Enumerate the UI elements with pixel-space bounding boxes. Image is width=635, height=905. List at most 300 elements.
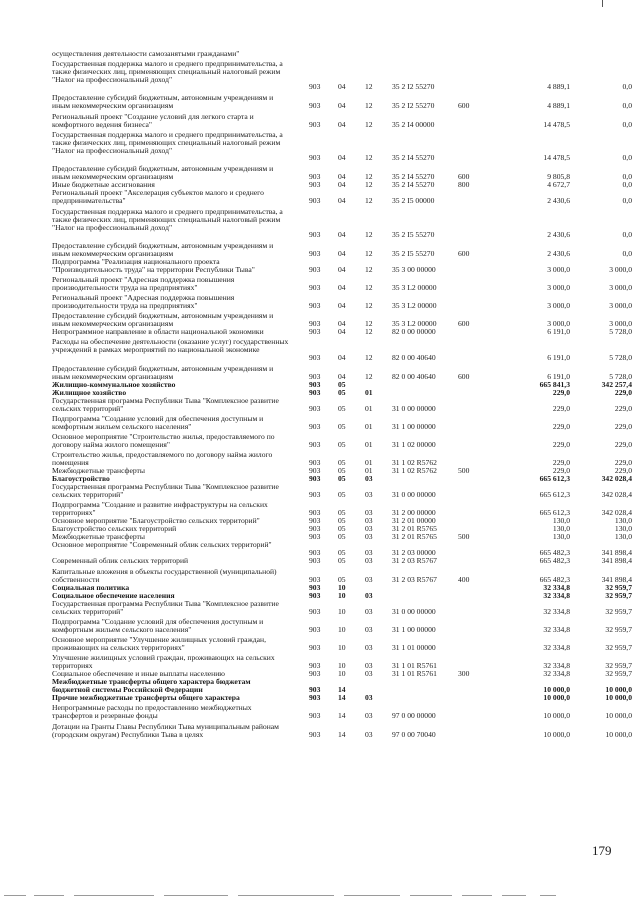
row-subsection-code: 03 [365,625,373,635]
row-name: Региональный проект "Адресная поддержка повышения производительности труда на предприятиях" [52,293,235,310]
row-target-article-code: 35 2 I4 55270 [392,172,435,182]
row-amount-year-1: 32 334,8 [543,607,570,617]
row-expense-type-code: 400 [458,575,470,585]
row-admin-code: 903 [309,172,321,182]
row-amount-year-2: 3 000,0 [609,265,632,275]
row-amount-year-1: 14 478,5 [543,120,570,130]
row-amount-year-1: 32 334,8 [543,669,570,679]
row-section-code: 10 [338,643,346,653]
table-row [52,703,632,721]
row-section-code: 05 [338,532,346,542]
row-subsection-code: 03 [365,516,373,526]
row-target-article-code: 35 3 L2 00000 [392,301,437,311]
row-amount-year-2: 3 000,0 [609,301,632,311]
row-admin-code: 903 [309,283,321,293]
row-subsection-code: 12 [365,120,373,130]
row-admin-code: 903 [309,404,321,414]
row-name: Государственная программа Республики Тыва "Комплексное развитие сельских территорий" [52,396,279,413]
row-target-article-code: 82 0 00 40640 [392,372,436,382]
row-subsection-code: 03 [365,474,373,484]
row-amount-year-2: 32 959,7 [605,625,632,635]
row-name: Межбюджетные трансферты [52,532,145,541]
table-row [52,112,632,130]
row-target-article-code: 35 3 00 00000 [392,265,436,275]
row-amount-year-2: 229,0 [614,388,632,398]
row-amount-year-2: 0,0 [622,153,632,163]
row-section-code: 04 [338,172,346,182]
row-target-article-code: 35 2 I4 55270 [392,180,435,190]
row-target-article-code: 35 2 I4 00000 [392,120,435,130]
row-subsection-code: 12 [365,265,373,275]
row-subsection-code: 03 [365,607,373,617]
row-amount-year-2: 0,0 [622,101,632,111]
table-row [52,188,632,206]
row-name: Строительство жилья, предоставляемого по договору найма жилого помещения [52,450,273,467]
row-subsection-code: 12 [365,301,373,311]
table-row [52,599,632,617]
row-amount-year-1: 130,0 [552,532,570,542]
row-section-code: 14 [338,693,346,703]
row-amount-year-1: 665 482,3 [539,556,570,566]
row-expense-type-code: 600 [458,319,470,329]
row-amount-year-2: 32 959,7 [605,669,632,679]
row-name: Жилищное хозяйство [52,388,127,397]
row-subsection-code: 12 [365,283,373,293]
row-name: Основное мероприятие "Современный облик сельских территорий" [52,540,272,549]
row-name: Социальное обеспечение населения [52,591,175,600]
row-subsection-code: 03 [365,669,373,679]
row-section-code: 04 [338,82,346,92]
row-name: Улучшение жилищных условий граждан, проживающих на сельских территориях [52,653,275,670]
row-amount-year-1: 229,0 [552,440,570,450]
row-amount-year-2: 130,0 [614,532,632,542]
row-expense-type-code: 600 [458,172,470,182]
row-subsection-code: 03 [365,508,373,518]
table-row [52,567,632,585]
row-amount-year-2: 0,0 [622,230,632,240]
row-amount-year-1: 2 430,6 [547,249,570,259]
row-section-code: 04 [338,196,346,206]
row-target-article-code: 82 0 00 40640 [392,353,436,363]
row-amount-year-2: 32 959,7 [605,607,632,617]
row-name: Расходы на обеспечение деятельности (оказание услуг) государственных учреждений в рамках мероприятий по национальной экономике [52,337,289,354]
row-amount-year-2: 0,0 [622,82,632,92]
row-amount-year-2: 0,0 [622,249,632,259]
row-subsection-code: 12 [365,353,373,363]
row-section-code: 05 [338,474,346,484]
row-expense-type-code: 600 [458,372,470,382]
row-amount-year-1: 32 334,8 [543,583,570,593]
row-section-code: 10 [338,583,346,593]
row-amount-year-1: 6 191,0 [547,327,570,337]
row-name: Непрограммное направление в области национальной экономики [52,327,264,336]
row-section-code: 04 [338,327,346,337]
row-section-code: 14 [338,685,346,695]
row-subsection-code: 01 [365,440,373,450]
row-amount-year-2: 229,0 [614,440,632,450]
row-name: Государственная поддержка малого и среднего предпринимательства, а также физических лиц, применяющих специальный налоговый режим "Налог на профессиональный доход" [52,207,283,232]
row-target-article-code: 31 1 02 R5762 [392,458,437,468]
row-amount-year-2: 342 028,4 [601,474,632,484]
row-amount-year-2: 10 000,0 [605,730,632,740]
row-section-code: 04 [338,265,346,275]
row-amount-year-2: 10 000,0 [605,693,632,703]
table-row [52,466,632,476]
row-admin-code: 903 [309,669,321,679]
row-subsection-code: 12 [365,101,373,111]
row-section-code: 05 [338,458,346,468]
row-amount-year-1: 229,0 [552,466,570,476]
row-section-code: 14 [338,730,346,740]
row-amount-year-1: 229,0 [552,388,570,398]
row-admin-code: 903 [309,730,321,740]
row-subsection-code: 01 [365,388,373,398]
row-target-article-code: 35 3 L2 00000 [392,319,437,329]
row-section-code: 04 [338,230,346,240]
row-amount-year-2: 0,0 [622,172,632,182]
row-name: Подпрограмма "Создание и развитие инфраструктуры на сельских территориях" [52,500,268,517]
table-row [52,653,632,671]
row-target-article-code: 35 2 I2 55270 [392,101,435,111]
row-subsection-code: 12 [365,249,373,259]
row-section-code: 05 [338,404,346,414]
row-amount-year-1: 9 805,8 [547,172,570,182]
table-row [52,500,632,518]
row-admin-code: 903 [309,353,321,363]
row-amount-year-2: 342 028,4 [601,490,632,500]
row-section-code: 05 [338,508,346,518]
row-admin-code: 903 [309,196,321,206]
row-name: Социальное обеспечение и иные выплаты населению [52,669,225,678]
row-admin-code: 903 [309,474,321,484]
row-subsection-code: 03 [365,548,373,558]
table-row [52,59,632,92]
table-row [52,432,632,450]
row-section-code: 05 [338,380,346,390]
row-section-code: 10 [338,669,346,679]
row-section-code: 14 [338,711,346,721]
row-amount-year-1: 665 482,3 [539,548,570,558]
row-expense-type-code: 500 [458,532,470,542]
row-amount-year-2: 32 959,7 [605,583,632,593]
row-admin-code: 903 [309,380,321,390]
row-section-code: 04 [338,283,346,293]
row-target-article-code: 35 2 I2 55270 [392,82,435,92]
row-amount-year-2: 0,0 [622,180,632,190]
row-section-code: 04 [338,153,346,163]
row-subsection-code: 03 [365,532,373,542]
row-name: Государственная программа Республики Тыва "Комплексное развитие сельских территорий" [52,599,279,616]
row-amount-year-2: 3 000,0 [609,319,632,329]
row-name: Жилищно-коммунальное хозяйство [52,380,176,389]
row-admin-code: 903 [309,265,321,275]
row-amount-year-1: 665 612,3 [539,490,570,500]
row-target-article-code: 31 2 03 R5767 [392,556,437,566]
row-amount-year-1: 14 478,5 [543,153,570,163]
row-amount-year-1: 130,0 [552,524,570,534]
row-amount-year-2: 0,0 [622,196,632,206]
table-row [52,396,632,414]
row-section-code: 05 [338,575,346,585]
row-amount-year-1: 229,0 [552,422,570,432]
row-subsection-code: 01 [365,404,373,414]
row-admin-code: 903 [309,466,321,476]
row-subsection-code: 03 [365,711,373,721]
row-admin-code: 903 [309,532,321,542]
row-amount-year-2: 0,0 [622,120,632,130]
row-name: Государственная поддержка малого и среднего предпринимательства, а также физических лиц, применяющих специальный налоговый режим "Налог на профессиональный доход" [52,59,283,84]
row-admin-code: 903 [309,82,321,92]
row-admin-code: 903 [309,319,321,329]
row-subsection-code: 12 [365,327,373,337]
table-row [52,50,612,58]
row-amount-year-1: 4 889,1 [547,101,570,111]
row-subsection-code: 03 [365,490,373,500]
row-target-article-code: 31 0 00 00000 [392,490,436,500]
row-target-article-code: 31 0 00 00000 [392,607,436,617]
row-admin-code: 903 [309,301,321,311]
row-admin-code: 903 [309,422,321,432]
row-subsection-code: 12 [365,180,373,190]
row-amount-year-2: 32 959,7 [605,591,632,601]
row-target-article-code: 31 0 00 00000 [392,404,436,414]
row-name: Подпрограмма "Реализация национального проекта "Производительность труда" на территории Республики Тыва" [52,257,255,274]
row-section-code: 04 [338,301,346,311]
row-name: Подпрограмма "Создание условий для обеспечения доступным и комфортным жильем сельского населения" [52,617,264,634]
row-subsection-code: 01 [365,458,373,468]
row-name: Межбюджетные трансферты общего характера бюджетам бюджетной системы Российской Федерации [52,677,251,694]
row-amount-year-1: 3 000,0 [547,319,570,329]
row-admin-code: 903 [309,556,321,566]
row-section-code: 10 [338,661,346,671]
row-amount-year-1: 10 000,0 [543,693,570,703]
page-number: 179 [592,843,612,858]
row-name: Непрограммные расходы по предоставлению межбюджетных трансфертов и резервные фонды [52,703,252,720]
row-admin-code: 903 [309,101,321,111]
row-amount-year-1: 4 672,7 [547,180,570,190]
row-name: Благоустройство [52,474,110,483]
row-name: Предоставление субсидий бюджетным, автономным учреждениям и иным некоммерческим организациям [52,241,274,258]
table-row [52,257,632,275]
row-target-article-code: 31 1 01 R5761 [392,669,437,679]
row-amount-year-1: 665 612,3 [539,474,570,484]
row-name: Государственная программа Республики Тыва "Комплексное развитие сельских территорий" [52,482,279,499]
row-target-article-code: 97 0 00 70040 [392,730,436,740]
row-section-code: 04 [338,319,346,329]
row-amount-year-1: 665 612,3 [539,508,570,518]
table-row [52,722,632,740]
row-admin-code: 903 [309,607,321,617]
table-row [52,327,632,337]
row-expense-type-code: 300 [458,669,470,679]
row-section-code: 05 [338,490,346,500]
row-amount-year-2: 32 959,7 [605,643,632,653]
row-section-code: 05 [338,466,346,476]
row-name: Основное мероприятие "Строительство жилья, предоставляемого по договору найма жилого помещения" [52,432,275,449]
row-section-code: 10 [338,591,346,601]
table-row [52,556,632,566]
row-amount-year-1: 665 482,3 [539,575,570,585]
row-admin-code: 903 [309,516,321,526]
row-name: Социальная политика [52,583,130,592]
row-amount-year-1: 2 430,6 [547,196,570,206]
row-target-article-code: 35 2 I5 55270 [392,230,435,240]
row-admin-code: 903 [309,583,321,593]
row-subsection-code: 12 [365,172,373,182]
row-section-code: 05 [338,388,346,398]
row-amount-year-2: 3 000,0 [609,283,632,293]
budget-table [52,49,632,740]
row-target-article-code: 31 1 00 00000 [392,422,436,432]
row-name: Благоустройство сельских территорий [52,524,177,533]
row-amount-year-2: 342 257,4 [601,380,632,390]
row-admin-code: 903 [309,458,321,468]
row-amount-year-1: 665 841,3 [539,380,570,390]
row-section-code: 04 [338,101,346,111]
row-amount-year-1: 3 000,0 [547,301,570,311]
row-admin-code: 903 [309,643,321,653]
row-subsection-code: 01 [365,422,373,432]
row-target-article-code: 35 2 I5 55270 [392,249,435,259]
row-amount-year-1: 4 889,1 [547,82,570,92]
table-row [52,311,632,329]
row-admin-code: 903 [309,388,321,398]
row-name: Основное мероприятие "Благоустройство сельских территорий" [52,516,260,525]
row-name: Региональный проект "Акселерация субъектов малого и среднего предпринимательства" [52,188,264,205]
row-name: Основное мероприятие "Улучшение жилищных условий граждан, проживающих на сельских территориях" [52,635,266,652]
row-name: осуществления деятельности самозанятыми гражданами" [52,49,240,58]
row-admin-code: 903 [309,685,321,695]
row-subsection-code: 03 [365,730,373,740]
row-admin-code: 903 [309,575,321,585]
row-amount-year-1: 3 000,0 [547,283,570,293]
row-name: Предоставление субсидий бюджетным, автономным учреждениям и иным некоммерческим организациям [52,164,274,181]
row-subsection-code: 12 [365,372,373,382]
row-target-article-code: 35 3 L2 00000 [392,283,437,293]
row-section-code: 10 [338,607,346,617]
table-row [52,275,632,293]
row-amount-year-1: 32 334,8 [543,643,570,653]
row-admin-code: 903 [309,591,321,601]
row-admin-code: 903 [309,230,321,240]
table-row [52,130,632,163]
row-expense-type-code: 600 [458,249,470,259]
row-section-code: 05 [338,422,346,432]
row-amount-year-2: 229,0 [614,422,632,432]
row-section-code: 05 [338,516,346,526]
row-amount-year-1: 32 334,8 [543,625,570,635]
row-admin-code: 903 [309,548,321,558]
row-target-article-code: 31 2 01 R5765 [392,532,437,542]
row-target-article-code: 97 0 00 00000 [392,711,436,721]
table-row [52,414,632,432]
row-name: Государственная поддержка малого и среднего предпринимательства, а также физических лиц, применяющих специальный налоговый режим "Налог на профессиональный доход" [52,130,283,155]
row-amount-year-2: 229,0 [614,404,632,414]
row-amount-year-1: 229,0 [552,404,570,414]
table-row [52,482,632,500]
row-section-code: 05 [338,556,346,566]
row-subsection-code: 12 [365,196,373,206]
row-amount-year-1: 32 334,8 [543,591,570,601]
row-target-article-code: 35 2 I4 55270 [392,153,435,163]
row-target-article-code: 31 2 03 00000 [392,548,436,558]
row-amount-year-1: 6 191,0 [547,372,570,382]
table-row [52,364,632,382]
table-row [52,241,632,259]
row-name: Прочие межбюджетные трансферты общего характера [52,693,240,702]
row-admin-code: 903 [309,524,321,534]
row-admin-code: 903 [309,440,321,450]
row-subsection-code: 03 [365,643,373,653]
table-row [52,677,632,695]
row-amount-year-1: 32 334,8 [543,661,570,671]
table-row [52,635,632,653]
table-row [52,693,632,703]
row-admin-code: 903 [309,153,321,163]
row-amount-year-1: 10 000,0 [543,685,570,695]
table-row [52,293,632,311]
row-target-article-code: 31 1 02 R5762 [392,466,437,476]
row-target-article-code: 31 2 01 00000 [392,516,436,526]
row-subsection-code: 03 [365,575,373,585]
row-expense-type-code: 800 [458,180,470,190]
row-admin-code: 903 [309,120,321,130]
row-subsection-code: 03 [365,556,373,566]
row-amount-year-2: 5 728,0 [609,372,632,382]
row-amount-year-2: 10 000,0 [605,685,632,695]
row-subsection-code: 03 [365,524,373,534]
row-subsection-code: 01 [365,466,373,476]
row-target-article-code: 31 1 02 00000 [392,440,436,450]
row-admin-code: 903 [309,508,321,518]
row-name: Капитальные вложения в объекты государственной (муниципальной) собственности [52,567,277,584]
table-row [52,540,632,558]
row-amount-year-2: 130,0 [614,524,632,534]
row-admin-code: 903 [309,625,321,635]
row-admin-code: 903 [309,327,321,337]
row-amount-year-1: 2 430,6 [547,230,570,240]
row-amount-year-1: 10 000,0 [543,711,570,721]
row-admin-code: 903 [309,490,321,500]
row-amount-year-1: 229,0 [552,458,570,468]
row-section-code: 05 [338,524,346,534]
row-target-article-code: 82 0 00 00000 [392,327,436,337]
row-amount-year-2: 229,0 [614,458,632,468]
row-amount-year-1: 10 000,0 [543,730,570,740]
row-name: Предоставление субсидий бюджетным, автономным учреждениям и иным некоммерческим организациям [52,364,274,381]
row-amount-year-2: 5 728,0 [609,327,632,337]
row-name: Предоставление субсидий бюджетным, автономным учреждениям и иным некоммерческим организациям [52,93,274,110]
row-amount-year-2: 229,0 [614,466,632,476]
row-name: Региональный проект "Создание условий для легкого старта и комфортного ведения бизнеса" [52,112,254,129]
row-expense-type-code: 500 [458,466,470,476]
row-subsection-code: 12 [365,82,373,92]
row-amount-year-2: 10 000,0 [605,711,632,721]
row-subsection-code: 03 [365,591,373,601]
row-section-code: 04 [338,120,346,130]
row-admin-code: 903 [309,372,321,382]
row-name: Подпрограмма "Создание условий для обеспечения доступным и комфортным жильем сельского населения" [52,414,264,431]
row-name: Иные бюджетные ассигнования [52,180,155,189]
row-amount-year-2: 5 728,0 [609,353,632,363]
row-target-article-code: 35 2 I5 00000 [392,196,435,206]
row-amount-year-2: 342 028,4 [601,508,632,518]
row-subsection-code: 03 [365,693,373,703]
row-expense-type-code: 600 [458,101,470,111]
row-admin-code: 903 [309,661,321,671]
row-target-article-code: 31 1 01 R5761 [392,661,437,671]
row-section-code: 05 [338,440,346,450]
